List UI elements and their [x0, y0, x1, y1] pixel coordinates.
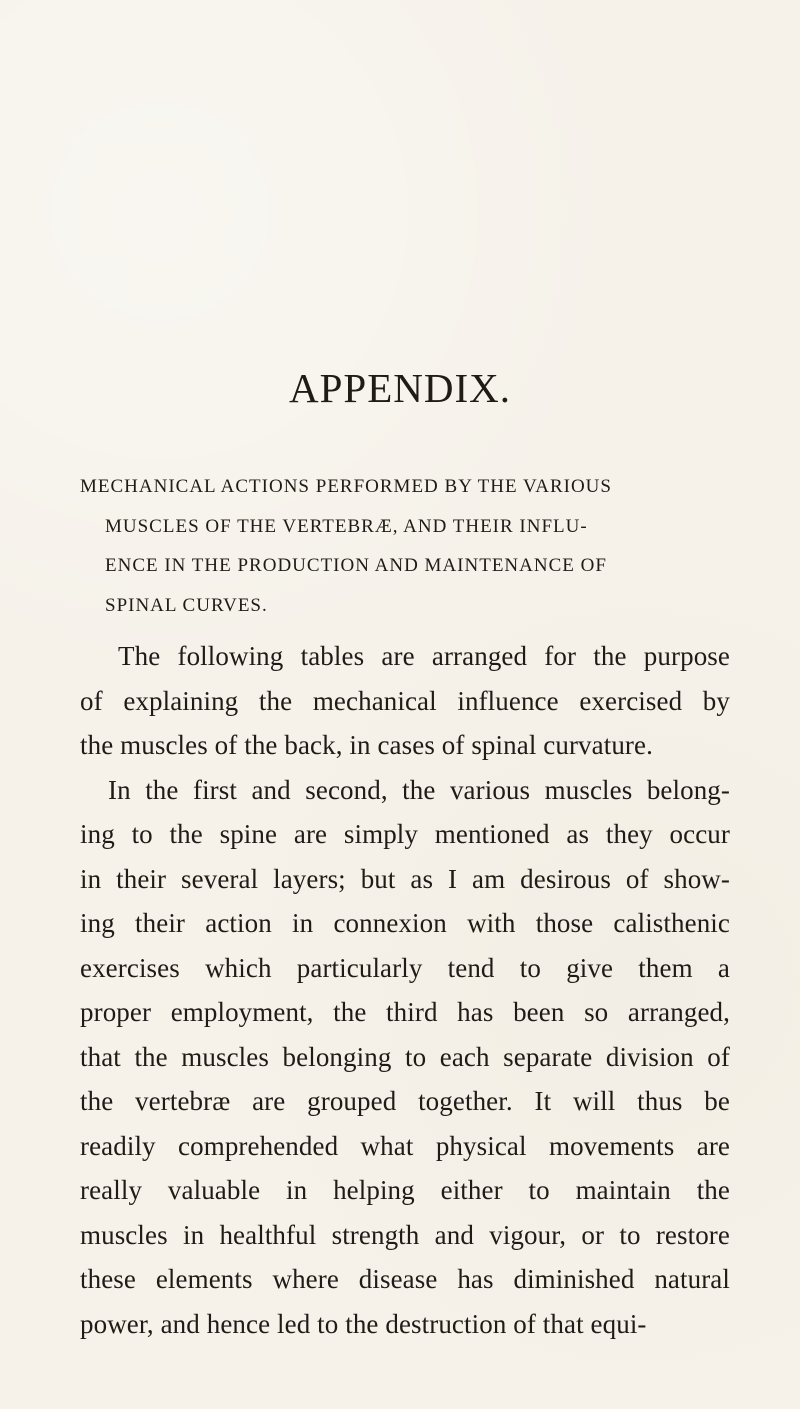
body-line: exercises which particularly tend to give them a [80, 952, 730, 983]
body-line: the muscles of the back, in cases of spinal curvature. [80, 730, 653, 760]
subtitle-line: MUSCLES OF THE VERTEBRÆ, AND THEIR INFLU- [105, 515, 588, 537]
body-line: In the first and second, the various muscles belong- [108, 774, 730, 805]
body-line: muscles in healthful strength and vigour, or to restore [80, 1219, 730, 1250]
body-line: proper employment, the third has been so arranged, [80, 997, 730, 1027]
appendix-body-text [80, 634, 730, 1346]
body-line: really valuable in helping either to maintain the [80, 1175, 730, 1205]
body-line: The following tables are arranged for the purpose [118, 641, 730, 671]
body-line: ing their action in connexion with those calisthenic [80, 908, 730, 938]
body-line: readily comprehended what physical movements are [80, 1130, 730, 1161]
body-line: that the muscles belonging to each separate division of [80, 1041, 730, 1072]
appendix-subtitle [80, 467, 730, 625]
body-line: in their several layers; but as I am desirous of show- [80, 863, 730, 894]
subtitle-line: ENCE IN THE PRODUCTION AND MAINTENANCE OF [105, 555, 607, 576]
subtitle-line: MECHANICAL ACTIONS PERFORMED BY THE VARIOUS [80, 476, 612, 497]
body-line: ing to the spine are simply mentioned as they occur [80, 819, 730, 849]
subtitle-line: SPINAL CURVES. [105, 594, 268, 616]
body-line: the vertebræ are grouped together. It will thus be [80, 1086, 730, 1116]
body-line: of explaining the mechanical influence exercised by [80, 685, 730, 716]
body-line: power, and hence led to the destruction of that equi- [80, 1308, 647, 1339]
body-line: these elements where disease has diminished natural [80, 1264, 730, 1294]
appendix-heading: APPENDIX. [289, 365, 511, 411]
